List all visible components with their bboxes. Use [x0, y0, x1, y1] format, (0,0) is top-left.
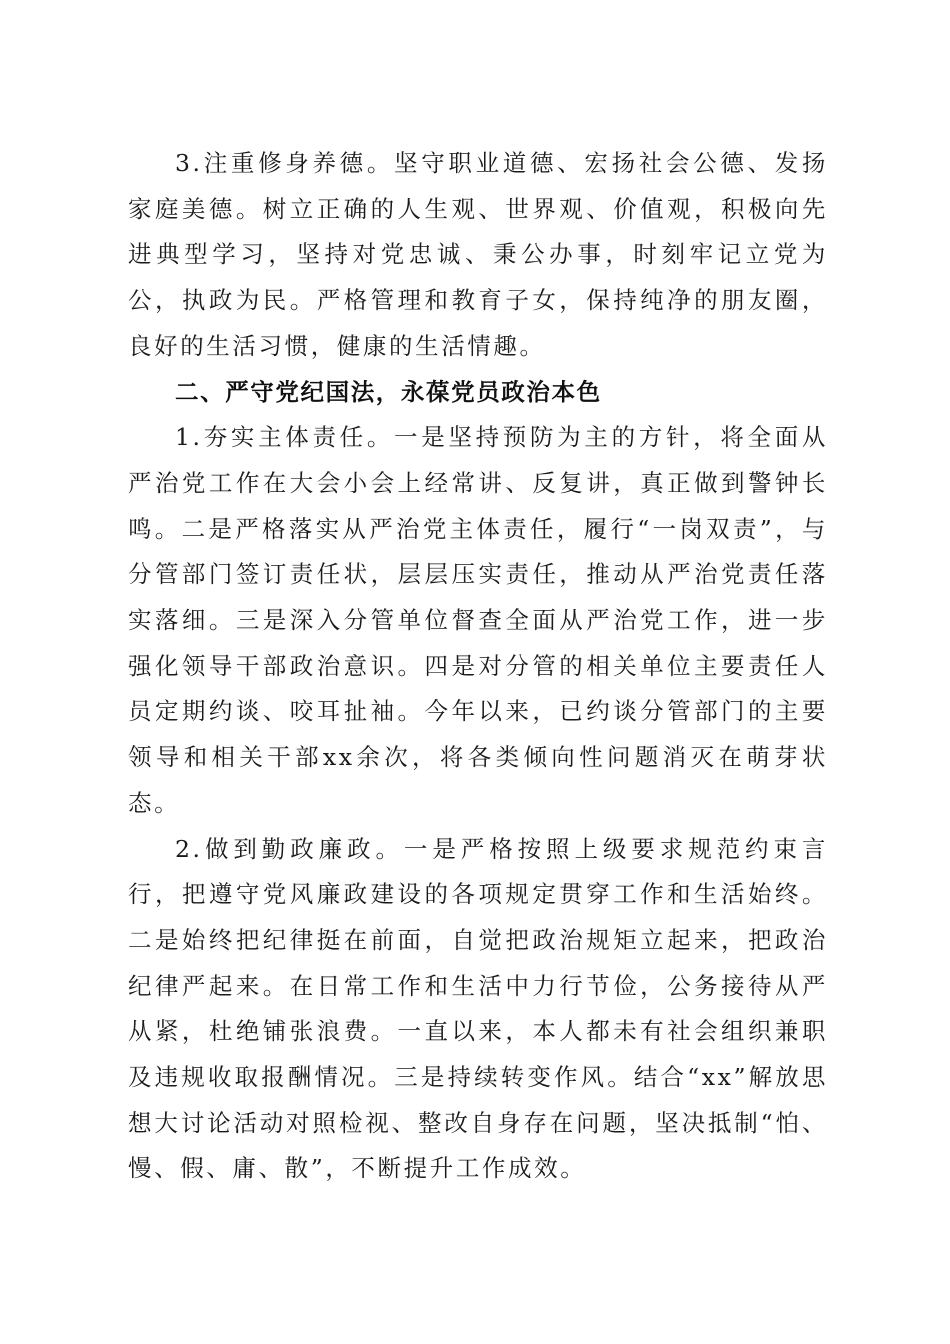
document-body [128, 141, 828, 1192]
paragraph-main-responsibility: 1.夯实主体责任。一是坚持预防为主的方针，将全面从严治党工作在大会小会上经常讲、反复讲，真正做到警钟长鸣。二是严格落实从严治党主体责任，履行“一岗双责”，与分管部门签订责任状，层层压实责任，推动从严治党责任落实落细。三是深入分管单位督查全面从严治党工作，进一步强化领导干部政治意识。四是对分管的相关单位主要责任人员定期约谈、咬耳扯袖。今年以来，已约谈分管部门的主要领导和相关干部xx余次，将各类倾向性问题消灭在萌芽状态。 [128, 423, 828, 817]
paragraph-diligent-clean-governance: 2.做到勤政廉政。一是严格按照上级要求规范约束言行，把遵守党风廉政建设的各项规定贯穿工作和生活始终。二是始终把纪律挺在前面，自觉把政治规矩立起来，把政治纪律严起来。在日常工作和生活中力行节俭，公务接待从严从紧，杜绝铺张浪费。一直以来，本人都未有社会组织兼职及违规收取报酬情况。三是持续转变作风。结合“xx”解放思想大讨论活动对照检视、整改自身存在问题，坚决抵制“怕、慢、假、庸、散”，不断提升工作成效。 [128, 834, 828, 1183]
paragraph-moral-cultivation: 3.注重修身养德。坚守职业道德、宏扬社会公德、发扬家庭美德。树立正确的人生观、世界观、价值观，积极向先进典型学习，坚持对党忠诚、秉公办事，时刻牢记立党为公，执政为民。严格管理和教育子女，保持纯净的朋友圈，良好的生活习惯，健康的生活情趣。 [128, 149, 828, 360]
section-heading: 二、严守党纪国法，永葆党员政治本色 [175, 377, 602, 406]
